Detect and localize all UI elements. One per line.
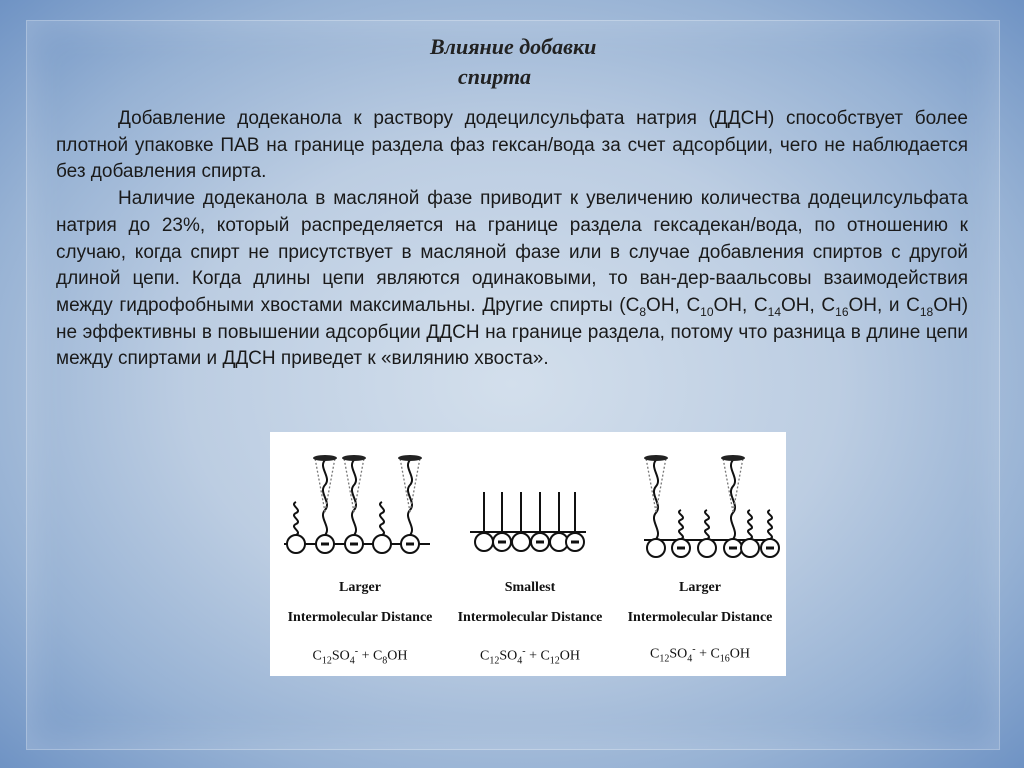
panel-2-surfactant-head-1-minus <box>498 541 506 544</box>
panel-3-alcohol-head-1 <box>647 539 665 557</box>
panel-3-tail-cone-2-cap <box>721 455 745 461</box>
paragraph-2: Наличие додеканола в масляной фазе приводит к увеличению количества додецилсульфата натрия до 23%, который распределяется на границе раздела гексадекан/вода, по отношению к случаю, когда спирт не присутствует в масляной фазе или в случае добавления спиртов с другой длиной цепи. Когда длины цепи являются одинаковыми, то ван-дер-ваальсовы взаимодействия между гидрофобными хвостами максимальны. Другие спирты ($C_8OH$, $C_{10}OH$, $C_{14}OH$, $C_{16}OH$, и $C_{18}OH$) не эффективны в повышении адсорбции ДДСН на границе раздела, потому что разница в длине цепи между спиртами и ДДСН приведет к «вилянию хвоста». <box>56 188 969 370</box>
panel-3-alcohol-head-3 <box>741 539 759 557</box>
panel-1-alcohol-head-1 <box>287 535 305 553</box>
panel-3-label-1: Larger <box>679 580 721 595</box>
slide-body <box>56 106 968 373</box>
paragraph-1: Добавление додеканола к раствору додецилсульфата натрия (ДДСН) способствует более плотной упаковке ПАВ на границе раздела фаз гексан/вода за счет адсорбции, чего не наблюдается без добавления спирта. <box>56 108 968 183</box>
title-line-2: спирта <box>458 64 532 89</box>
panel-2-formula: $C_{12}SO_4^- + C_{12}OH$ <box>479 646 581 667</box>
panel-2-alcohol-head-2 <box>512 533 530 551</box>
panel-3-surfactant-tail-4 <box>768 510 772 539</box>
panel-2-label-2: Intermolecular Distance <box>457 610 603 625</box>
panel-1-tail-cone-2-cap <box>342 455 366 461</box>
panel-1-surfactant-tail-1 <box>323 460 327 535</box>
panel-1-alcohol-tail-1 <box>294 502 298 535</box>
panel-3-surfactant-tail-2 <box>705 510 709 539</box>
panel-2-label-1: Smallest <box>504 580 556 595</box>
panel-1-surfactant-head-1-minus <box>321 543 329 546</box>
panel-3-tail-cone-1-cap <box>644 455 668 461</box>
panel-1-surfactant-head-3-minus <box>406 543 414 546</box>
title-line-1: Влияние добавки <box>430 34 597 59</box>
panel-1-surfactant-tail-3 <box>408 460 412 535</box>
panel-1-alcohol-tail-2 <box>380 502 384 535</box>
panel-3-surfactant-tail-3 <box>748 510 752 539</box>
panel-2-alcohol-head-1 <box>475 533 493 551</box>
panel-1-surfactant-tail-2 <box>352 460 356 535</box>
panel-3-surfactant-head-2-minus <box>729 547 737 550</box>
panel-3-surfactant-head-1-minus <box>677 547 685 550</box>
panel-1-alcohol-head-2 <box>373 535 391 553</box>
panel-1-label-2: Intermolecular Distance <box>287 610 433 625</box>
panel-1-tail-cone-1-cap <box>313 455 337 461</box>
panel-3-alcohol-tail-1 <box>654 460 658 539</box>
panel-2-surfactant-head-2-minus <box>536 541 544 544</box>
packing-diagram <box>270 432 786 582</box>
panel-1-surfactant-head-2-minus <box>350 543 358 546</box>
surfactant-packing-figure <box>270 432 786 676</box>
panel-3-surfactant-tail-1 <box>679 510 683 539</box>
panel-1-formula: $C_{12}SO_4^- + C_8OH$ <box>312 646 408 667</box>
panel-3-alcohol-tail-2 <box>731 460 735 539</box>
panel-1-label-1: Larger <box>339 580 381 595</box>
panel-1-tail-cone-3-cap <box>398 455 422 461</box>
panel-2-surfactant-head-3-minus <box>571 541 579 544</box>
panel-3-label-2: Intermolecular Distance <box>627 610 773 625</box>
panel-3-formula: $C_{12}SO_4^- + C_{16}OH$ <box>649 644 751 665</box>
panel-3-surfactant-head-3-minus <box>766 547 774 550</box>
panel-3-alcohol-head-2 <box>698 539 716 557</box>
